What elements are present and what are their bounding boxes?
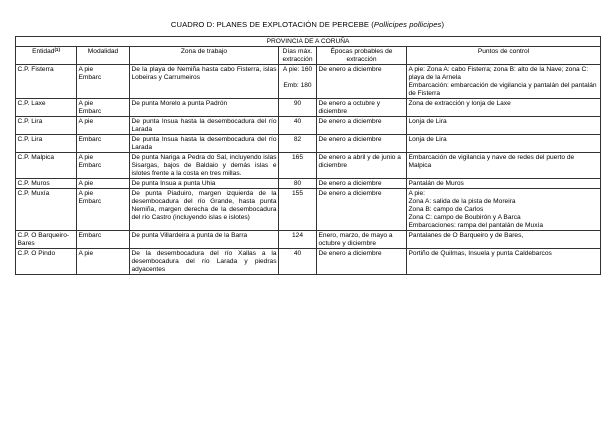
cell-dias: 80 bbox=[279, 179, 317, 189]
cell-dias: A pie: 160 Emb: 180 bbox=[279, 65, 317, 99]
province-row bbox=[16, 37, 601, 47]
entidad-label: Entidad bbox=[32, 47, 55, 55]
cell-puntos: Lonja de Lira bbox=[407, 117, 601, 135]
cell-dias: 40 bbox=[279, 249, 317, 275]
cell-dias: 82 bbox=[279, 135, 317, 153]
col-header-zona: Zona de trabajo bbox=[130, 47, 279, 65]
cell-epocas: De enero a diciembre bbox=[317, 189, 407, 231]
table-row bbox=[16, 135, 601, 153]
cell-puntos: Pantalán de Muros bbox=[407, 179, 601, 189]
cell-epocas: De enero a diciembre bbox=[317, 117, 407, 135]
cell-modalidad: A pie bbox=[77, 179, 130, 189]
cell-entidad: C.P. O Pindo bbox=[16, 249, 77, 275]
cell-modalidad: A pie Embarc bbox=[77, 153, 130, 179]
table-row bbox=[16, 179, 601, 189]
table-row bbox=[16, 65, 601, 99]
col-header-modalidad: Modalidad bbox=[77, 47, 130, 65]
cell-modalidad: A pie Embarc bbox=[77, 189, 130, 231]
cell-puntos: Zona de extracción y lonja de Laxe bbox=[407, 99, 601, 117]
header-row bbox=[16, 47, 601, 65]
table-row bbox=[16, 189, 601, 231]
cell-epocas: Enero, marzo, de mayo a octubre y diciembre bbox=[317, 231, 407, 249]
cell-modalidad: Embarc bbox=[77, 135, 130, 153]
cell-dias: 165 bbox=[279, 153, 317, 179]
cell-entidad: C.P. Muros bbox=[16, 179, 77, 189]
document-title bbox=[0, 20, 615, 29]
cell-zona: De la playa de Nemiña hasta cabo Fisterra, islas Lobeiras y Carrumeiros bbox=[130, 65, 279, 99]
cell-puntos: Lonja de Lira bbox=[407, 135, 601, 153]
col-header-epocas: Épocas probables de extracción bbox=[317, 47, 407, 65]
cell-modalidad: A pie bbox=[77, 117, 130, 135]
cell-puntos: Pantalanes de O Barqueiro y de Bares, bbox=[407, 231, 601, 249]
cell-dias: 124 bbox=[279, 231, 317, 249]
cell-zona: De punta Morelo a punta Padrón bbox=[130, 99, 279, 117]
cell-puntos: Embarcación de vigilancia y nave de redes del puerto de Malpica bbox=[407, 153, 601, 179]
cell-dias: 90 bbox=[279, 99, 317, 117]
province-header: PROVINCIA DE A CORUÑA bbox=[16, 37, 601, 47]
cell-entidad: C.P. Laxe bbox=[16, 99, 77, 117]
table-row bbox=[16, 99, 601, 117]
cell-puntos: Portiño de Quilmas, Insuela y punta Caldebarcos bbox=[407, 249, 601, 275]
title-species: Pollicipes pollicipes bbox=[373, 20, 442, 29]
cell-epocas: De enero a diciembre bbox=[317, 65, 407, 99]
cell-entidad: C.P. Muxía bbox=[16, 189, 77, 231]
cell-zona: De punta Insua hasta la desembocadura del río Larada bbox=[131, 135, 277, 151]
cell-entidad: C.P. Malpica bbox=[16, 153, 77, 179]
cell-zona: De punta Nariga a Pedra do Sal, incluyendo islas Sisargas, bajos de Baldaio y demás islas e islotes frente a la costa en tres millas. bbox=[131, 153, 277, 177]
col-header-entidad bbox=[16, 47, 77, 65]
cell-entidad: C.P. Fisterra bbox=[16, 65, 77, 99]
cell-modalidad: A pie Embarc bbox=[77, 99, 130, 117]
cell-dias: 40 bbox=[279, 117, 317, 135]
cell-entidad: C.P. Lira bbox=[16, 135, 77, 153]
cell-dias: 155 bbox=[279, 189, 317, 231]
cell-puntos: A pie: Zona A: cabo Fisterra; zona B: alto de la Nave; zona C: playa de la Arnela Embarcación: embarcación de vigilancia y pantalán del pantalán de Fisterra bbox=[407, 65, 601, 99]
cell-epocas: De enero a diciembre bbox=[317, 135, 407, 153]
cell-epocas: De enero a abril y de junio a diciembre bbox=[317, 153, 407, 179]
cell-epocas: De enero a octubre y diciembre bbox=[317, 99, 407, 117]
cell-modalidad: Embarc bbox=[77, 231, 130, 249]
percebe-plans-table bbox=[15, 36, 601, 275]
cell-zona: De punta Insua a punta Uhia bbox=[130, 179, 279, 189]
table-row bbox=[16, 249, 601, 275]
cell-puntos: A pie: Zona A: salida de la pista de Moreira Zona B: campo de Carlos Zona C: campo de Boubirón y A Barca Embarcaciones: rampa del pantalán de Muxía bbox=[407, 189, 601, 231]
col-header-dias: Días máx. extracción bbox=[279, 47, 317, 65]
cell-entidad: C.P. O Barqueiro-Bares bbox=[16, 231, 77, 249]
cell-entidad: C.P. Lira bbox=[16, 117, 77, 135]
cell-epocas: De enero a diciembre bbox=[317, 249, 407, 275]
cell-zona: De punta Piaduiro, margen izquierda de la desembocadura del río Grande, hasta punta Nemiña, margen derecha de la desembocadura del río Castro (incluyendo islas e islotes) bbox=[130, 189, 279, 231]
cell-zona: De punta Insua hasta la desembocadura del río Larada bbox=[131, 117, 277, 133]
table-row bbox=[16, 153, 601, 179]
title-prefix: CUADRO D: PLANES DE EXPLOTACIÓN DE PERCEBE ( bbox=[170, 20, 374, 29]
title-suffix: ) bbox=[441, 20, 445, 29]
cell-modalidad: A pie Embarc bbox=[77, 65, 130, 99]
cell-zona: De la desembocadura del río Xallas a la desembocadura del río Larada y piedras adyacentes bbox=[131, 249, 277, 273]
table-body bbox=[16, 65, 601, 275]
table-row bbox=[16, 117, 601, 135]
cell-epocas: De enero a diciembre bbox=[317, 179, 407, 189]
cell-zona: De punta Villardeira a punta de la Barra bbox=[130, 231, 279, 249]
entidad-footnote-mark: (1) bbox=[54, 46, 60, 52]
col-header-puntos: Puntos de control bbox=[407, 47, 601, 65]
cell-modalidad: A pie bbox=[77, 249, 130, 275]
table-row bbox=[16, 231, 601, 249]
